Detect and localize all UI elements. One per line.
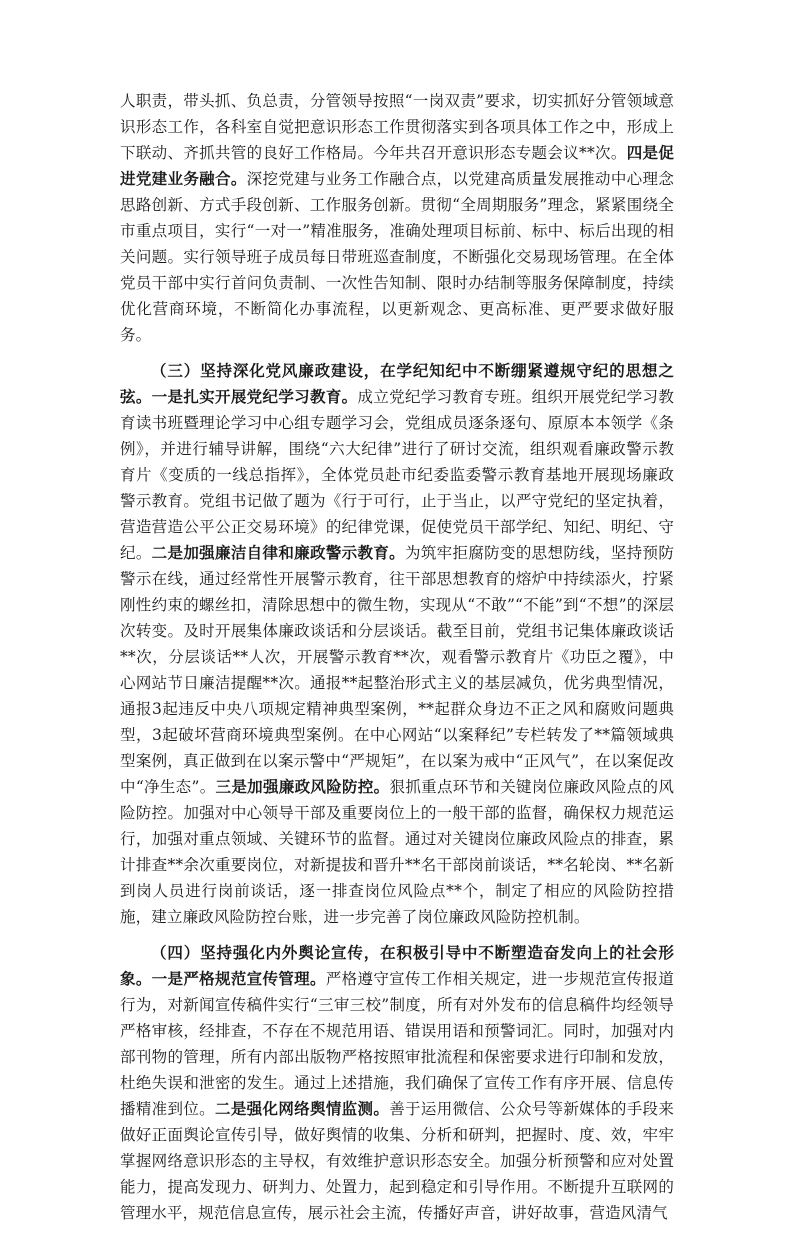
bold-heading-run: （四）坚持强化内外舆论宣传，在积极引导中不断塑造奋发向上的社会形象。一是严格规范宣传管理。 [120,943,674,988]
bold-heading-run: （三）坚持深化党风廉政建设，在学纪知纪中不断绷紧遵规守纪的思想之弦。一是扎实开展党纪学习教育。 [120,361,674,406]
text-run: 成立党纪学习教育专班。组织开展党纪学习教育读书班暨理论学习中心组专题学习会，党组成员逐条逐句、原原本本领学《条例》，并进行辅导讲解，围绕“六大纪律”进行了研讨交流，组织观看廉政警示教育片《变质的一线总指挥》，全体党员赴市纪委监委警示教育基地开展现场廉政警示教育。党组书记做了题为《行于可行，止于当止，以严守党纪的坚定执着，营造营造公平公正交易环境》的纪律党课，促使党员干部学纪、知纪、明纪、守纪。 [120,388,674,562]
bold-heading-run: 二是强化网络舆情监测。 [215,1099,390,1118]
paragraph-1 [120,88,674,348]
bold-heading-run: 三是加强廉政风险防控。 [215,777,390,796]
paragraph-2 [120,358,674,930]
bold-heading-run: 四是促进党建业务融合。 [120,143,674,188]
text-run: 严格遵守宣传工作相关规定，进一步规范宣传报道行为，对新闻宣传稿件实行“三审三校”制度，所有对外发布的信息稿件均经领导严格审核，经排查，不存在不规范用语、错误用语和预警词汇。同时，加强对内部刊物的管理，所有内部出版物严格按照审批流程和保密要求进行印制和发放，杜绝失误和泄密的发生。通过上述措施，我们确保了宣传工作有序开展、信息传播精准到位。 [120,970,674,1118]
text-run: 深挖党建与业务工作融合点，以党建高质量发展推动中心理念思路创新、方式手段创新、工作服务创新。贯彻“全周期服务”理念，紧紧围绕全市重点项目，实行“一对一”精准服务，准确处理项目标前、标中、标后出现的相关问题。实行领导班子成员每日带班巡查制度，不断强化交易现场管理。在全体党员干部中实行首问负责制、一次性告知制、限时办结制等服务保障制度，持续优化营商环境，不断简化办事流程，以更新观念、更高标准、更严要求做好服务。 [120,170,674,344]
text-run: 狠抓重点环节和关键岗位廉政风险点的风险防控。加强对中心领导干部及重要岗位上的一般干部的监督，确保权力规范运行，加强对重点领域、关键环节的监督。通过对关键岗位廉政风险点的排查，累计排查**余次重要岗位，对新提拔和晋升**名干部岗前谈话，**名轮岗、**名新到岗人员进行岗前谈话，逐一排查岗位风险点**个，制定了相应的风险防控措施，建立廉政风险防控台账，进一步完善了岗位廉政风险防控机制。 [120,778,674,926]
paragraph-3 [120,940,674,1226]
text-run: 善于运用微信、公众号等新媒体的手段来做好正面舆论宣传引导，做好舆情的收集、分析和研判，把握时、度、效，牢牢掌握网络意识形态的主导权，有效维护意识形态安全。加强分析预警和应对处置能力，提高发现力、研判力、处置力，起到稳定和引导作用。不断提升互联网的管理水平，规范信息宣传，展示社会主流，传播好声音，讲好故事，营造风清气 [120,1100,675,1222]
text-run: 人职责，带头抓、负总责，分管领导按照“一岗双责”要求，切实抓好分管领域意识形态工作，各科室自觉把意识形态工作贯彻落实到各项具体工作之中，形成上下联动、齐抓共管的良好工作格局。今年共召开意识形态专题会议**次。 [120,92,674,162]
document-body [120,88,674,1236]
text-run: 为筑牢拒腐防变的思想防线，坚持预防警示在线，通过经常性开展警示教育，往干部思想教育的熔炉中持续添火，拧紧刚性约束的螺丝扣，清除思想中的微生物，实现从“不敢”“不能”到“不想”的深层次转变。及时开展集体廉政谈话和分层谈话。截至目前，党组书记集体廉政谈话**次，分层谈话**人次，开展警示教育**次，观看警示教育片《功臣之覆》，中心网站节日廉洁提醒**次。通报**起整治形式主义的基层减负，优劣典型情况，通报3起违反中央八项规定精神典型案例，**起群众身边不正之风和腐败问题典型，3起破坏营商环境典型案例。在中心网站“以案释纪”专栏转发了**篇领域典型案例，真正做到在以案示警中“严规矩”，在以案为戒中“正风气”，在以案促改中“净生态”。 [120,544,674,796]
bold-heading-run: 二是加强廉洁自律和廉政警示教育。 [151,543,405,562]
